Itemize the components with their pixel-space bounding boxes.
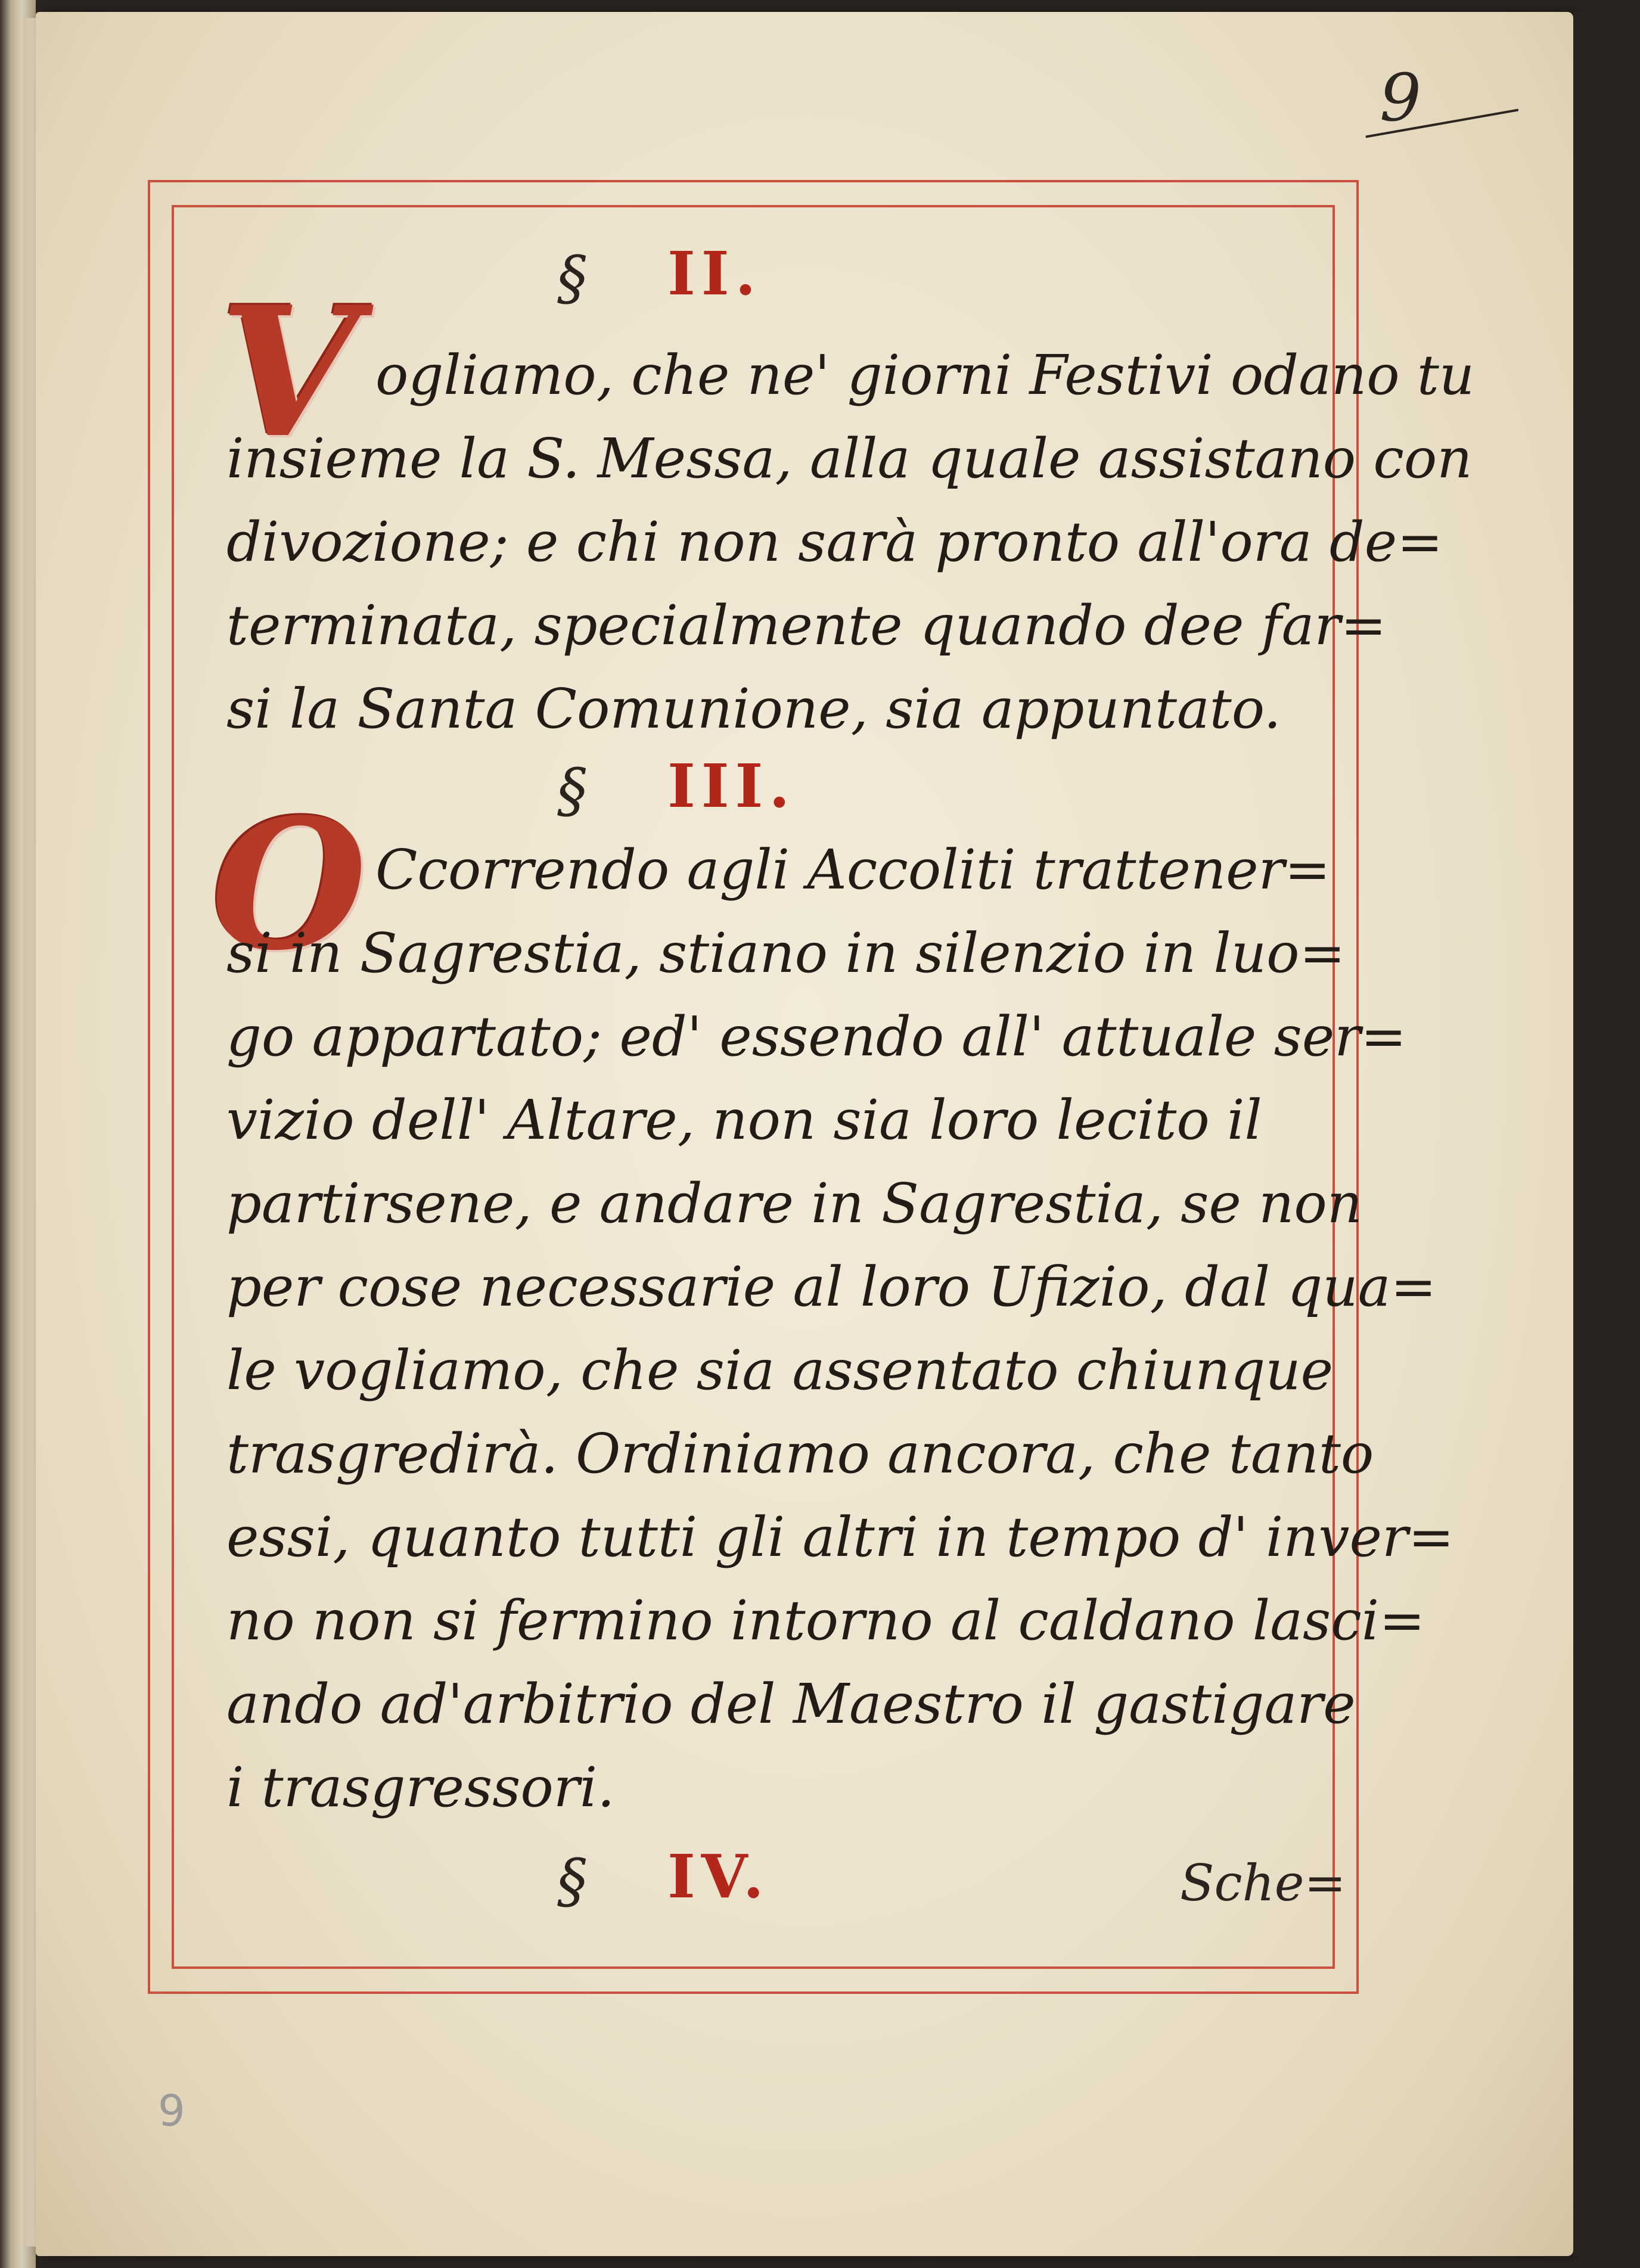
folio-number: 9 [1380,60,1421,136]
text-line: si la Santa Comunione, sia appuntato. [226,677,1281,741]
decorated-initial-v: V [219,267,359,477]
text-line: Ccorrendo agli Accoliti trattener= [375,838,1331,902]
text-line: ogliamo, che ne' giorni Festivi odano tu [375,343,1475,407]
text-line: vizio dell' Altare, non sia loro lecito il [226,1088,1262,1152]
text-line: insieme la S. Messa, alla quale assistano con [226,427,1473,490]
text-line: trasgredirà. Ordiniamo ancora, che tanto [226,1422,1374,1486]
text-line: partirsene, e andare in Sagrestia, se non [226,1172,1362,1235]
text-line: terminata, specialmente quando dee far= [226,594,1387,657]
text-line: i trasgressori. [226,1756,615,1819]
text-line: per cose necessarie al loro Ufizio, dal qua= [226,1255,1437,1319]
catchword: Sche= [1180,1854,1346,1912]
section-heading-iv [191,1841,1323,1916]
text-line: ando ad'arbitrio del Maestro il gastigare [226,1672,1356,1736]
text-block [191,238,1475,1955]
section-mark: § [557,756,587,825]
text-line: divozione; e chi non sarà pronto all'ora de= [226,510,1443,574]
section-number: IV. [667,1841,770,1912]
text-line: go appartato; ed' essendo all' attuale ser= [226,1005,1407,1068]
text-line: le vogliamo, che sia assentato chiunque [226,1338,1334,1402]
section-number: III. [667,751,796,821]
section-mark: § [557,1846,587,1916]
section-number: II. [667,238,762,309]
text-line: no non si fermino intorno al caldano lasci= [226,1589,1425,1652]
text-line: si in Sagrestia, stiano in silenzio in luo= [226,921,1346,985]
decorated-initial-o: O [211,779,367,990]
text-line: essi, quanto tutti gli altri in tempo d' inver= [226,1505,1455,1569]
pencil-page-number: 9 [158,2086,185,2136]
section-mark: § [557,243,587,313]
background-edge [1573,12,1640,2256]
